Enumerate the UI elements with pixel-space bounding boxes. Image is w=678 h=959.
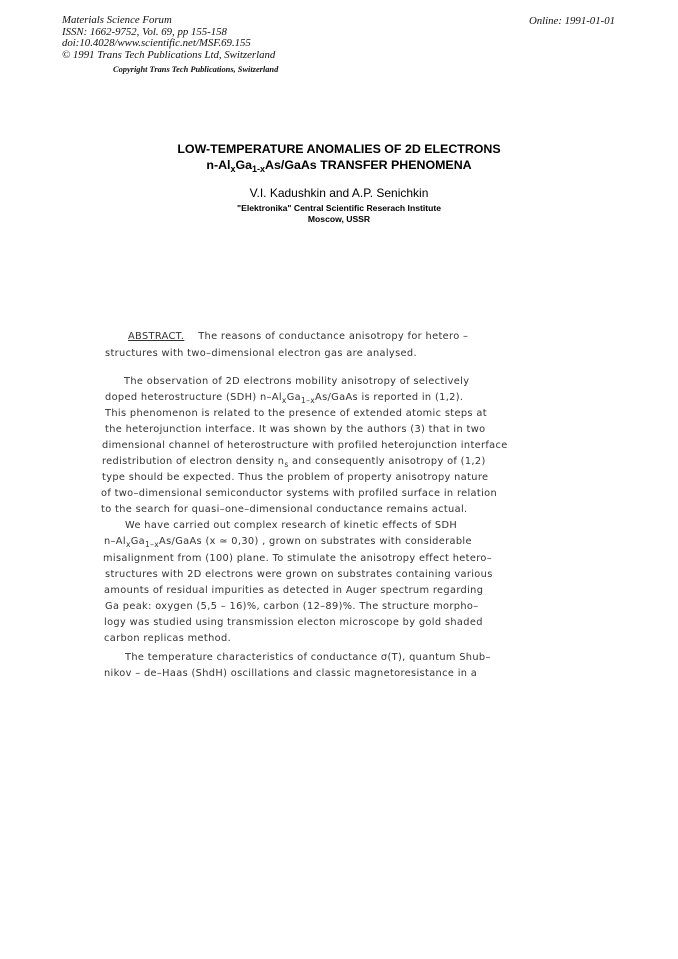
authors: V.I. Kadushkin and A.P. Senichkin: [249, 186, 429, 200]
online-date: Online: 1991-01-01: [528, 15, 615, 27]
journal-name: Materials Science Forum: [62, 14, 172, 26]
affiliation-city: Moscow, USSR: [307, 214, 371, 224]
affiliation-institute: "Elektronika" Central Scientific Reserach Institute: [237, 203, 441, 213]
para1-line-2: doped heterostructure (SDH) $n-Al_xGa_{1-x}As$/GaAs is reported in (1,2).: [105, 392, 464, 405]
paper-title-line-1: LOW-TEMPERATURE ANOMALIES OF 2D ELECTRONS: [177, 142, 501, 156]
para1-line-5: dimensional channel of heterostructure with profiled heterojunction interface: [102, 440, 508, 451]
para2-line-4: structures with 2D electrons were grown on substrates containing various: [105, 569, 493, 580]
para1-line-1: The observation of 2D electrons mobility anisotropy of selectively: [124, 376, 470, 387]
paper-title-line-2: $n-Al_xGa_{1-x}As$/GaAs TRANSFER PHENOMENA: [206, 158, 472, 174]
para1-line-8: of two–dimensional semiconductor systems with profiled surface in relation: [101, 488, 498, 499]
para1-line-3: This phenomenon is related to the presence of extended atomic steps at: [105, 408, 487, 419]
para2-line-8: carbon replicas method.: [104, 633, 232, 644]
para2-line-3: misalignment from (100) plane. To stimulate the anisotropy effect hetero–: [103, 553, 492, 564]
para2-line-6: Ga peak: oxygen (5,5 – 16)%, carbon (12–89)%. The structure morpho–: [105, 601, 479, 612]
abstract-line-1: ABSTRACT. The reasons of conductance anisotropy for hetero –: [128, 331, 469, 342]
abstract-label: ABSTRACT.: [128, 331, 185, 342]
para1-line-7: type should be expected. Thus the problem of property anisotropy nature: [102, 472, 489, 483]
copyright-notice: Copyright Trans Tech Publications, Switzerland: [113, 65, 279, 74]
para2-line-5: amounts of residual impurities as detected in Auger spectrum regarding: [104, 585, 484, 596]
para1-line-6: redistribution of electron density $n_s$ and consequently anisotropy of (1,2): [102, 456, 486, 469]
issn-line: ISSN: 1662-9752, Vol. 69, pp 155-158: [62, 25, 227, 38]
para3-line-1: The temperature characteristics of conductance σ(T), quantum Shub–: [125, 652, 491, 663]
para1-line-9: to the search for quasi–one–dimensional conductance remains actual.: [101, 504, 468, 515]
doi-line: doi:10.4028/www.scientific.net/MSF.69.155: [62, 37, 251, 50]
para1-line-4: the heterojunction interface. It was shown by the authors (3) that in two: [105, 424, 486, 435]
abstract-line-2: structures with two–dimensional electron gas are analysed.: [105, 348, 417, 359]
para2-line-2: $n-Al_xGa_{1-x}As$/GaAs (x ≃ 0,30) , grown on substrates with considerable: [104, 536, 472, 549]
para3-line-2: nikov – de–Haas (ShdH) oscillations and classic magnetoresistance in a: [104, 668, 478, 679]
journal-header: [62, 15, 275, 61]
publisher-line: © 1991 Trans Tech Publications Ltd, Switzerland: [62, 48, 276, 61]
para2-line-7: logy was studied using transmission electon microscope by gold shaded: [104, 617, 483, 628]
para2-line-1: We have carried out complex research of kinetic effects of SDH: [125, 520, 458, 531]
